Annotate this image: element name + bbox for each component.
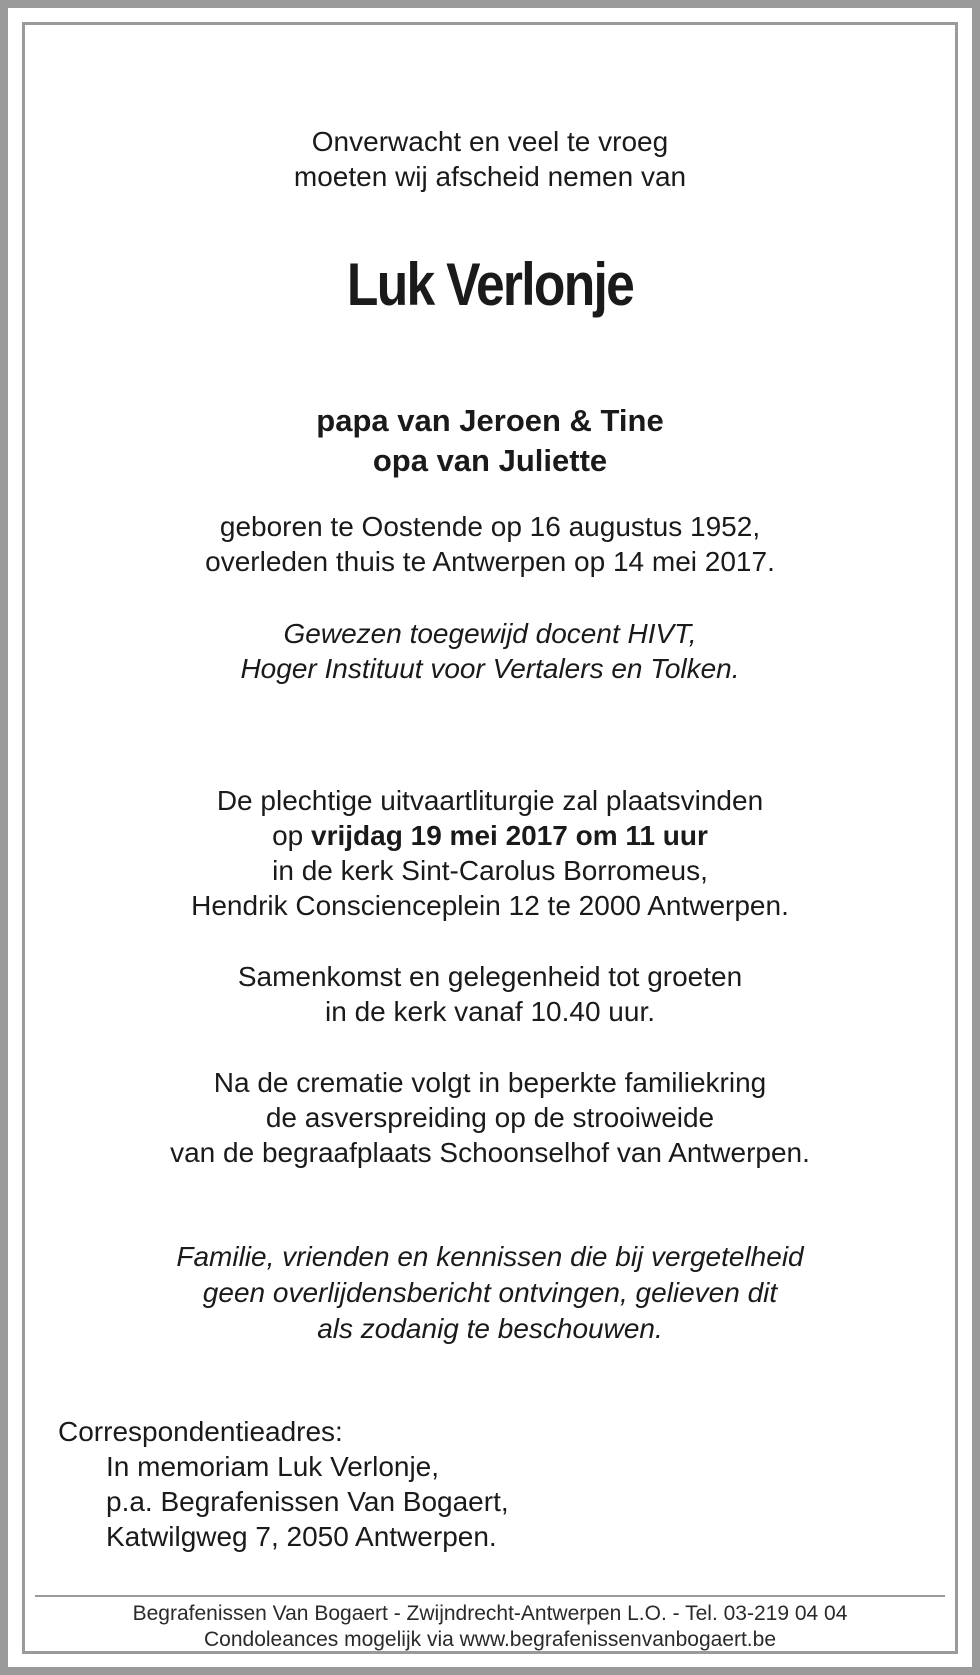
family-relations: [0, 401, 980, 481]
footer-line-2: Condoleances mogelijk via www.begrafenissenvanbogaert.be: [203, 1628, 776, 1651]
funeral-date-prefix: op: [272, 820, 312, 851]
cremation-info: [0, 1065, 980, 1170]
correspondence-line-3: Katwilgweg 7, 2050 Antwerpen.: [106, 1521, 497, 1552]
deceased-name: Luk Verlonje: [346, 251, 634, 318]
gathering-line-1: Samenkomst en gelegenheid tot groeten: [237, 961, 743, 992]
correspondence-line-2: p.a. Begrafenissen Van Bogaert,: [106, 1486, 509, 1517]
footer-line-1: Begrafenissen Van Bogaert - Zwijndrecht-Antwerpen L.O. - Tel. 03-219 04 04: [132, 1602, 848, 1625]
cremation-line-2: de asverspreiding op de strooiweide: [265, 1102, 715, 1133]
intro-text: [0, 124, 980, 194]
family-line-1: papa van Jeroen & Tine: [316, 403, 664, 438]
funeral-date: vrijdag 19 mei 2017 om 11 uur: [311, 820, 708, 851]
career-text: [0, 616, 980, 686]
gathering-info: [0, 959, 980, 1029]
death-line: overleden thuis te Antwerpen op 14 mei 2017.: [205, 546, 775, 577]
correspondence-label: Correspondentieadres:: [58, 1416, 343, 1447]
footer: [0, 1601, 980, 1653]
funeral-line-4: Hendrik Conscienceplein 12 te 2000 Antwerpen.: [191, 890, 789, 921]
notice-line-2: geen overlijdensbericht ontvingen, gelieven dit: [202, 1277, 778, 1308]
cremation-line-3: van de begraafplaats Schoonselhof van Antwerpen.: [170, 1137, 810, 1168]
correspondence-address: [58, 1414, 509, 1554]
birth-line: geboren te Oostende op 16 augustus 1952,: [219, 511, 761, 542]
correspondence-line-1: In memoriam Luk Verlonje,: [106, 1451, 440, 1482]
funeral-info: [0, 783, 980, 923]
notice-line-1: Familie, vrienden en kennissen die bij vergetelheid: [176, 1241, 804, 1272]
funeral-line-3: in de kerk Sint-Carolus Borromeus,: [272, 855, 708, 886]
family-line-2: opa van Juliette: [372, 443, 608, 478]
career-line-2: Hoger Instituut voor Vertalers en Tolken.: [240, 653, 740, 684]
funeral-line-1: De plechtige uitvaartliturgie zal plaatsvinden: [216, 785, 764, 816]
intro-line-1: Onverwacht en veel te vroeg: [311, 126, 669, 157]
intro-line-2: moeten wij afscheid nemen van: [293, 161, 687, 192]
notice-text: [0, 1239, 980, 1347]
life-dates: [0, 509, 980, 579]
funeral-line-2: [0, 818, 980, 853]
cremation-line-1: Na de crematie volgt in beperkte familiekring: [213, 1067, 767, 1098]
notice-line-3: als zodanig te beschouwen.: [317, 1313, 663, 1344]
career-line-1: Gewezen toegewijd docent HIVT,: [283, 618, 697, 649]
footer-divider: [35, 1595, 945, 1597]
gathering-line-2: in de kerk vanaf 10.40 uur.: [325, 996, 655, 1027]
